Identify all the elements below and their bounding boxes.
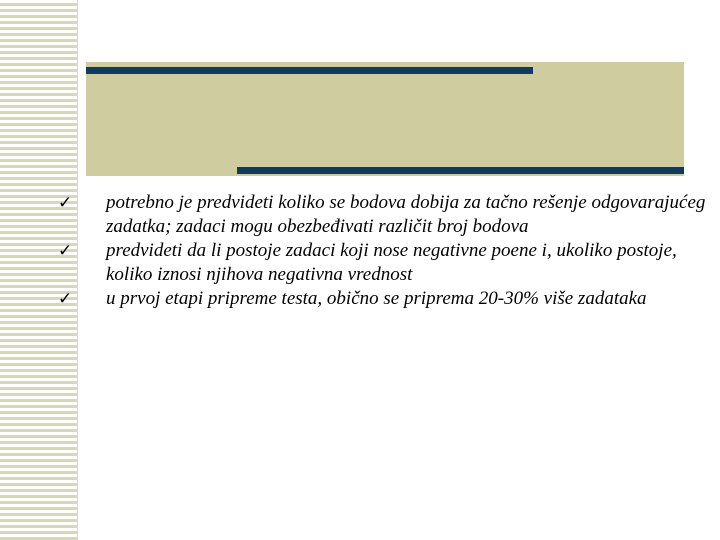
checkmark-icon: ✓ [58,241,73,260]
bullet-text: predvideti da li postoje zadaci koji nose negativne poene i, ukoliko postoje, koliko iznosi njihova negativna vrednost [106,240,677,285]
bullet-list [58,191,708,311]
bullet-text: u prvoj etapi pripreme testa, obično se priprema 20-30% više zadataka [106,288,647,309]
bullet-item [58,287,708,311]
bottom-accent-bar [237,167,684,174]
bullet-item [58,239,708,287]
bullet-text: potrebno je predvideti koliko se bodova dobija za tačno rešenje odgovarajućeg zadatka; zadaci mogu obezbeđivati različit broj bodova [106,192,706,237]
top-accent-bar [86,67,533,74]
checkmark-icon: ✓ [58,193,73,212]
bullet-item [58,191,708,239]
checkmark-icon: ✓ [58,289,73,308]
title-box [86,62,684,176]
